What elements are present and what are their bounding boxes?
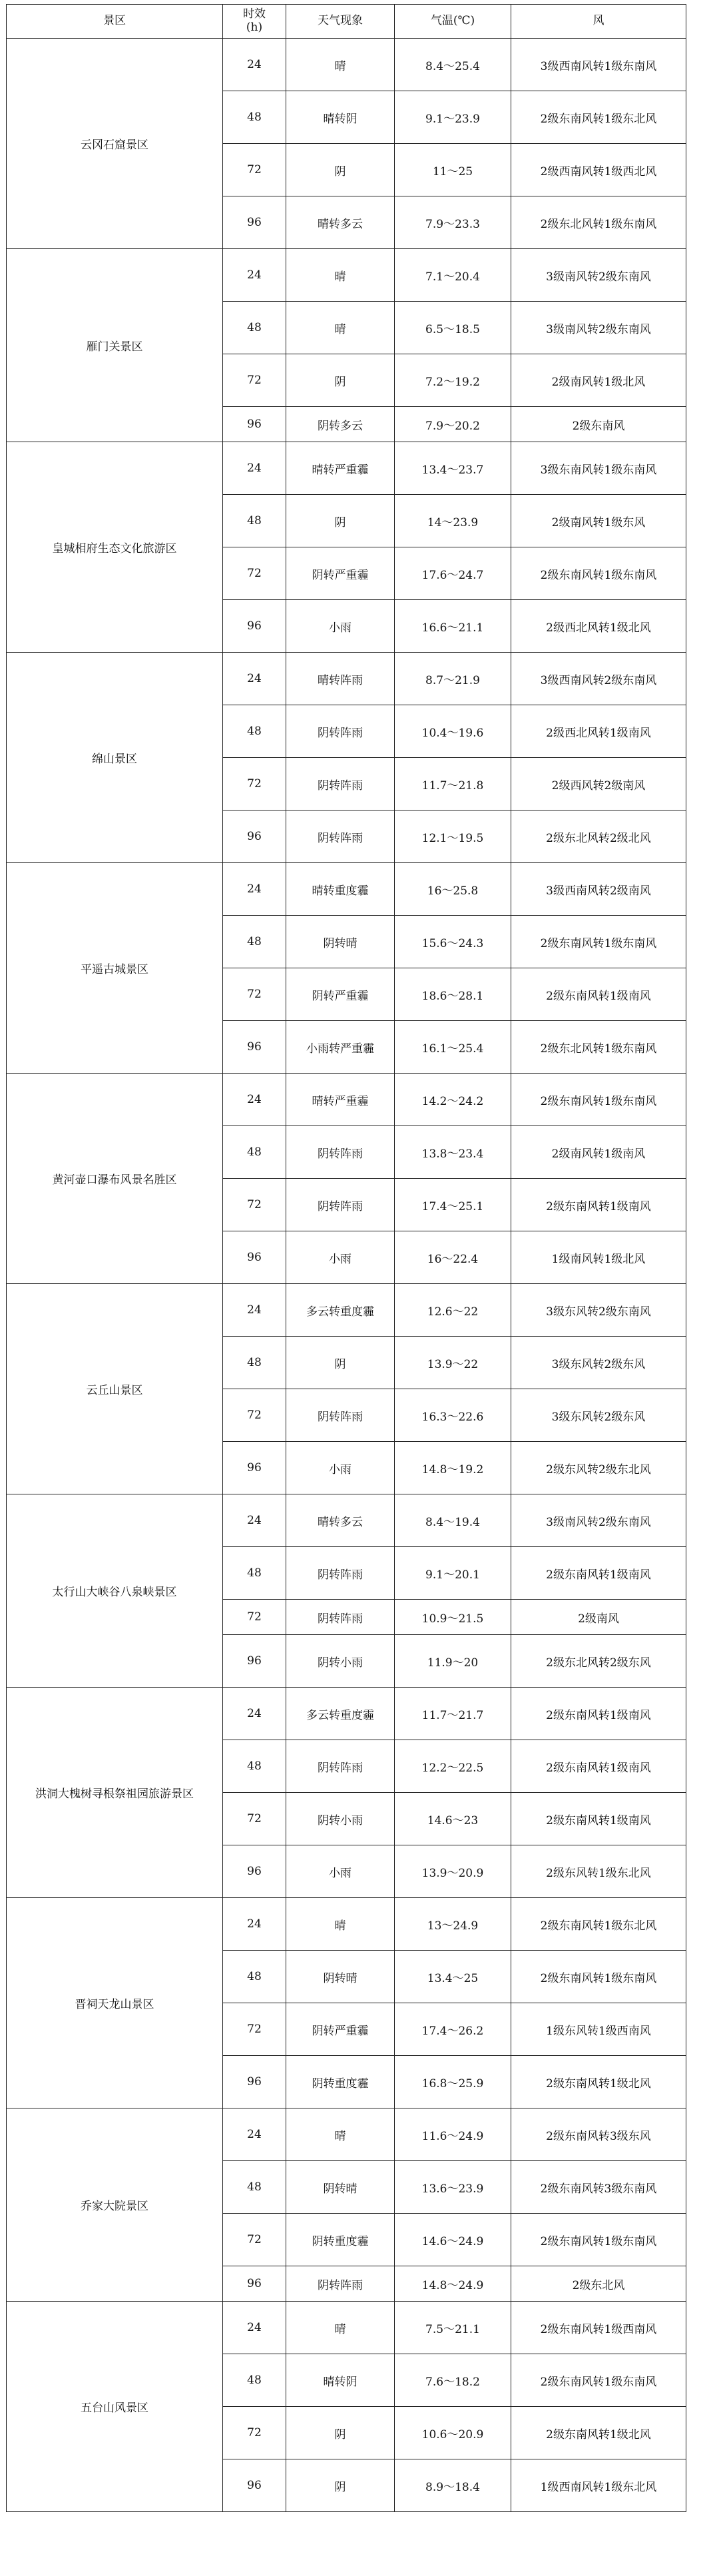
hours-cell: 96 (223, 1442, 286, 1494)
wind-cell: 2级东南风转3级东风 (511, 2108, 686, 2161)
table-row (7, 653, 686, 705)
temperature-cell: 10.9～21.5 (395, 1600, 511, 1635)
temperature-cell: 8.4～25.4 (395, 39, 511, 91)
temperature-cell: 12.1～19.5 (395, 810, 511, 863)
wind-cell: 2级东南风转1级北风 (511, 2407, 686, 2459)
wind-cell: 2级东北风转1级东南风 (511, 196, 686, 249)
temperature-cell: 15.6～24.3 (395, 916, 511, 968)
wind-cell: 1级东风转1级西南风 (511, 2003, 686, 2056)
temperature-cell: 11.7～21.7 (395, 1688, 511, 1740)
area-name-cell: 云丘山景区 (7, 1284, 223, 1494)
hours-cell: 48 (223, 1547, 286, 1600)
hours-cell: 48 (223, 705, 286, 758)
temperature-cell: 13.4～25 (395, 1951, 511, 2003)
weather-cell: 阴转晴 (286, 1951, 395, 2003)
area-name-cell: 太行山大峡谷八泉峡景区 (7, 1494, 223, 1688)
wind-cell: 3级南风转2级东南风 (511, 302, 686, 354)
weather-cell: 晴转阴 (286, 91, 395, 144)
temperature-cell: 7.5～21.1 (395, 2302, 511, 2354)
weather-cell: 阴 (286, 2407, 395, 2459)
weather-cell: 阴转阵雨 (286, 705, 395, 758)
weather-cell: 晴转严重霾 (286, 442, 395, 495)
weather-cell: 阴转阵雨 (286, 758, 395, 810)
temperature-cell: 16～22.4 (395, 1231, 511, 1284)
temperature-cell: 8.7～21.9 (395, 653, 511, 705)
temperature-cell: 10.6～20.9 (395, 2407, 511, 2459)
header-row (7, 5, 686, 39)
weather-cell: 阴转重度霾 (286, 2214, 395, 2266)
weather-cell: 阴转严重霾 (286, 547, 395, 600)
hours-cell: 24 (223, 442, 286, 495)
temperature-cell: 7.9～20.2 (395, 407, 511, 442)
weather-cell: 阴转阵雨 (286, 1740, 395, 1793)
weather-cell: 阴 (286, 144, 395, 196)
weather-cell: 阴转阵雨 (286, 1600, 395, 1635)
temperature-cell: 14～23.9 (395, 495, 511, 547)
header-hours-line1: 时效 (243, 7, 266, 21)
hours-cell: 48 (223, 916, 286, 968)
table-row (7, 863, 686, 916)
area-name-cell: 平遥古城景区 (7, 863, 223, 1074)
hours-cell: 24 (223, 1074, 286, 1126)
temperature-cell: 13.6～23.9 (395, 2161, 511, 2214)
temperature-cell: 11.7～21.8 (395, 758, 511, 810)
temperature-cell: 18.6～28.1 (395, 968, 511, 1021)
hours-cell: 48 (223, 2354, 286, 2407)
area-name-cell: 皇城相府生态文化旅游区 (7, 442, 223, 653)
header-weather: 天气现象 (286, 5, 395, 39)
hours-cell: 96 (223, 407, 286, 442)
hours-cell: 96 (223, 600, 286, 653)
wind-cell: 2级东风转2级东北风 (511, 1442, 686, 1494)
wind-cell: 1级西南风转1级东北风 (511, 2459, 686, 2512)
area-name-cell: 乔家大院景区 (7, 2108, 223, 2302)
wind-cell: 2级西南风转1级西北风 (511, 144, 686, 196)
wind-cell: 2级东南风转1级东北风 (511, 91, 686, 144)
wind-cell: 3级西南风转2级南风 (511, 863, 686, 916)
weather-cell: 晴 (286, 249, 395, 302)
temperature-cell: 16.3～22.6 (395, 1389, 511, 1442)
hours-cell: 72 (223, 758, 286, 810)
weather-cell: 晴 (286, 2302, 395, 2354)
hours-cell: 96 (223, 2266, 286, 2302)
weather-cell: 阴转晴 (286, 2161, 395, 2214)
wind-cell: 2级东南风转1级南风 (511, 968, 686, 1021)
weather-cell: 阴 (286, 2459, 395, 2512)
hours-cell: 48 (223, 1951, 286, 2003)
hours-cell: 72 (223, 1389, 286, 1442)
hours-cell: 72 (223, 1600, 286, 1635)
weather-cell: 晴转严重霾 (286, 1074, 395, 1126)
temperature-cell: 13.8～23.4 (395, 1126, 511, 1179)
hours-cell: 96 (223, 1845, 286, 1898)
table-row (7, 2302, 686, 2354)
weather-cell: 多云转重度霾 (286, 1688, 395, 1740)
hours-cell: 24 (223, 1688, 286, 1740)
weather-cell: 阴转严重霾 (286, 968, 395, 1021)
hours-cell: 96 (223, 1021, 286, 1074)
header-hours (223, 5, 286, 39)
weather-cell: 小雨 (286, 600, 395, 653)
hours-cell: 96 (223, 1231, 286, 1284)
wind-cell: 2级南风转1级南风 (511, 1126, 686, 1179)
table-row (7, 442, 686, 495)
hours-cell: 24 (223, 39, 286, 91)
wind-cell: 2级西风转2级南风 (511, 758, 686, 810)
hours-cell: 24 (223, 1898, 286, 1951)
wind-cell: 2级东北风转2级北风 (511, 810, 686, 863)
wind-cell: 2级东南风转1级东南风 (511, 2354, 686, 2407)
table-row (7, 2108, 686, 2161)
temperature-cell: 14.6～23 (395, 1793, 511, 1845)
wind-cell: 2级东南风转1级南风 (511, 1793, 686, 1845)
hours-cell: 96 (223, 2056, 286, 2108)
wind-cell: 2级东北风转1级东南风 (511, 1021, 686, 1074)
temperature-cell: 16.1～25.4 (395, 1021, 511, 1074)
wind-cell: 2级东南风转1级东北风 (511, 1898, 686, 1951)
wind-cell: 2级南风转1级东风 (511, 495, 686, 547)
hours-cell: 48 (223, 1740, 286, 1793)
wind-cell: 2级西北风转1级南风 (511, 705, 686, 758)
temperature-cell: 14.8～24.9 (395, 2266, 511, 2302)
wind-cell: 2级东南风转1级北风 (511, 2056, 686, 2108)
table-row (7, 249, 686, 302)
temperature-cell: 12.2～22.5 (395, 1740, 511, 1793)
weather-cell: 小雨 (286, 1845, 395, 1898)
hours-cell: 72 (223, 2407, 286, 2459)
weather-cell: 阴转严重霾 (286, 2003, 395, 2056)
hours-cell: 72 (223, 2003, 286, 2056)
temperature-cell: 9.1～23.9 (395, 91, 511, 144)
temperature-cell: 7.2～19.2 (395, 354, 511, 407)
hours-cell: 48 (223, 1126, 286, 1179)
wind-cell: 3级东南风转1级东南风 (511, 442, 686, 495)
weather-cell: 小雨 (286, 1231, 395, 1284)
hours-cell: 48 (223, 495, 286, 547)
wind-cell: 3级西南风转1级东南风 (511, 39, 686, 91)
header-temperature: 气温(℃) (395, 5, 511, 39)
hours-cell: 24 (223, 2108, 286, 2161)
temperature-cell: 13.9～20.9 (395, 1845, 511, 1898)
wind-cell: 2级东南风转1级南风 (511, 1547, 686, 1600)
header-wind: 风 (511, 5, 686, 39)
hours-cell: 96 (223, 196, 286, 249)
weather-cell: 晴转多云 (286, 1494, 395, 1547)
hours-cell: 72 (223, 1793, 286, 1845)
wind-cell: 2级南风 (511, 1600, 686, 1635)
wind-cell: 2级东南风转1级西南风 (511, 2302, 686, 2354)
wind-cell: 3级南风转2级东南风 (511, 1494, 686, 1547)
weather-cell: 晴转阴 (286, 2354, 395, 2407)
hours-cell: 24 (223, 1284, 286, 1337)
weather-cell: 阴 (286, 495, 395, 547)
hours-cell: 24 (223, 2302, 286, 2354)
temperature-cell: 7.9～23.3 (395, 196, 511, 249)
area-name-cell: 绵山景区 (7, 653, 223, 863)
table-row (7, 1898, 686, 1951)
area-name-cell: 五台山风景区 (7, 2302, 223, 2512)
wind-cell: 2级西北风转1级北风 (511, 600, 686, 653)
wind-cell: 2级东南风转1级东南风 (511, 2214, 686, 2266)
table-row (7, 39, 686, 91)
wind-cell: 3级南风转2级东南风 (511, 249, 686, 302)
temperature-cell: 12.6～22 (395, 1284, 511, 1337)
weather-cell: 晴 (286, 2108, 395, 2161)
wind-cell: 2级东风转1级东北风 (511, 1845, 686, 1898)
hours-cell: 96 (223, 810, 286, 863)
temperature-cell: 17.4～25.1 (395, 1179, 511, 1231)
weather-cell: 小雨转严重霾 (286, 1021, 395, 1074)
table-row (7, 1494, 686, 1547)
temperature-cell: 13.9～22 (395, 1337, 511, 1389)
temperature-cell: 13.4～23.7 (395, 442, 511, 495)
weather-cell: 阴转阵雨 (286, 2266, 395, 2302)
wind-cell: 2级东南风转1级东南风 (511, 1951, 686, 2003)
weather-cell: 阴转小雨 (286, 1793, 395, 1845)
wind-cell: 2级东北风转2级东风 (511, 1635, 686, 1688)
weather-cell: 多云转重度霾 (286, 1284, 395, 1337)
area-name-cell: 洪洞大槐树寻根祭祖园旅游景区 (7, 1688, 223, 1898)
wind-cell: 2级东北风 (511, 2266, 686, 2302)
temperature-cell: 13～24.9 (395, 1898, 511, 1951)
hours-cell: 72 (223, 354, 286, 407)
wind-cell: 2级东南风转1级东南风 (511, 1074, 686, 1126)
temperature-cell: 7.6～18.2 (395, 2354, 511, 2407)
area-name-cell: 晋祠天龙山景区 (7, 1898, 223, 2108)
wind-cell: 3级东风转2级东南风 (511, 1284, 686, 1337)
weather-cell: 阴转小雨 (286, 1635, 395, 1688)
table-row (7, 1074, 686, 1126)
temperature-cell: 8.4～19.4 (395, 1494, 511, 1547)
temperature-cell: 11.9～20 (395, 1635, 511, 1688)
temperature-cell: 7.1～20.4 (395, 249, 511, 302)
weather-cell: 阴 (286, 1337, 395, 1389)
table-row (7, 1284, 686, 1337)
hours-cell: 24 (223, 863, 286, 916)
wind-cell: 2级东南风 (511, 407, 686, 442)
hours-cell: 24 (223, 653, 286, 705)
table-body (7, 39, 686, 2512)
wind-cell: 3级东风转2级东风 (511, 1337, 686, 1389)
wind-cell: 2级东南风转1级东南风 (511, 916, 686, 968)
hours-cell: 72 (223, 547, 286, 600)
weather-cell: 阴转阵雨 (286, 1126, 395, 1179)
weather-cell: 晴 (286, 1898, 395, 1951)
temperature-cell: 17.6～24.7 (395, 547, 511, 600)
hours-cell: 72 (223, 2214, 286, 2266)
wind-cell: 2级东南风转1级南风 (511, 1179, 686, 1231)
wind-cell: 3级西南风转2级东南风 (511, 653, 686, 705)
wind-cell: 2级东南风转1级东南风 (511, 547, 686, 600)
temperature-cell: 10.4～19.6 (395, 705, 511, 758)
hours-cell: 48 (223, 302, 286, 354)
wind-cell: 2级东南风转1级南风 (511, 1740, 686, 1793)
header-area: 景区 (7, 5, 223, 39)
table-row (7, 1688, 686, 1740)
hours-cell: 96 (223, 2459, 286, 2512)
weather-cell: 阴 (286, 354, 395, 407)
area-name-cell: 云冈石窟景区 (7, 39, 223, 249)
weather-cell: 阴转晴 (286, 916, 395, 968)
temperature-cell: 17.4～26.2 (395, 2003, 511, 2056)
weather-cell: 晴转重度霾 (286, 863, 395, 916)
temperature-cell: 8.9～18.4 (395, 2459, 511, 2512)
temperature-cell: 16.6～21.1 (395, 600, 511, 653)
temperature-cell: 16.8～25.9 (395, 2056, 511, 2108)
weather-cell: 阴转阵雨 (286, 1547, 395, 1600)
hours-cell: 48 (223, 91, 286, 144)
wind-cell: 1级南风转1级北风 (511, 1231, 686, 1284)
temperature-cell: 16～25.8 (395, 863, 511, 916)
weather-cell: 晴转多云 (286, 196, 395, 249)
temperature-cell: 14.6～24.9 (395, 2214, 511, 2266)
weather-cell: 小雨 (286, 1442, 395, 1494)
wind-cell: 3级东风转2级东风 (511, 1389, 686, 1442)
weather-cell: 晴 (286, 39, 395, 91)
hours-cell: 72 (223, 968, 286, 1021)
hours-cell: 48 (223, 1337, 286, 1389)
hours-cell: 72 (223, 144, 286, 196)
weather-cell: 晴 (286, 302, 395, 354)
weather-cell: 晴转阵雨 (286, 653, 395, 705)
forecast-table (6, 4, 686, 2512)
weather-cell: 阴转重度霾 (286, 2056, 395, 2108)
temperature-cell: 14.2～24.2 (395, 1074, 511, 1126)
hours-cell: 24 (223, 1494, 286, 1547)
hours-cell: 24 (223, 249, 286, 302)
temperature-cell: 14.8～19.2 (395, 1442, 511, 1494)
hours-cell: 72 (223, 1179, 286, 1231)
weather-cell: 阴转阵雨 (286, 1389, 395, 1442)
area-name-cell: 雁门关景区 (7, 249, 223, 442)
temperature-cell: 11.6～24.9 (395, 2108, 511, 2161)
hours-cell: 96 (223, 1635, 286, 1688)
hours-cell: 48 (223, 2161, 286, 2214)
header-hours-line2: (h) (246, 21, 263, 34)
temperature-cell: 6.5～18.5 (395, 302, 511, 354)
weather-cell: 阴转阵雨 (286, 1179, 395, 1231)
temperature-cell: 9.1～20.1 (395, 1547, 511, 1600)
weather-cell: 阴转多云 (286, 407, 395, 442)
wind-cell: 2级东南风转1级南风 (511, 1688, 686, 1740)
weather-cell: 阴转阵雨 (286, 810, 395, 863)
temperature-cell: 11～25 (395, 144, 511, 196)
wind-cell: 2级南风转1级北风 (511, 354, 686, 407)
wind-cell: 2级东南风转3级东南风 (511, 2161, 686, 2214)
area-name-cell: 黄河壶口瀑布风景名胜区 (7, 1074, 223, 1284)
